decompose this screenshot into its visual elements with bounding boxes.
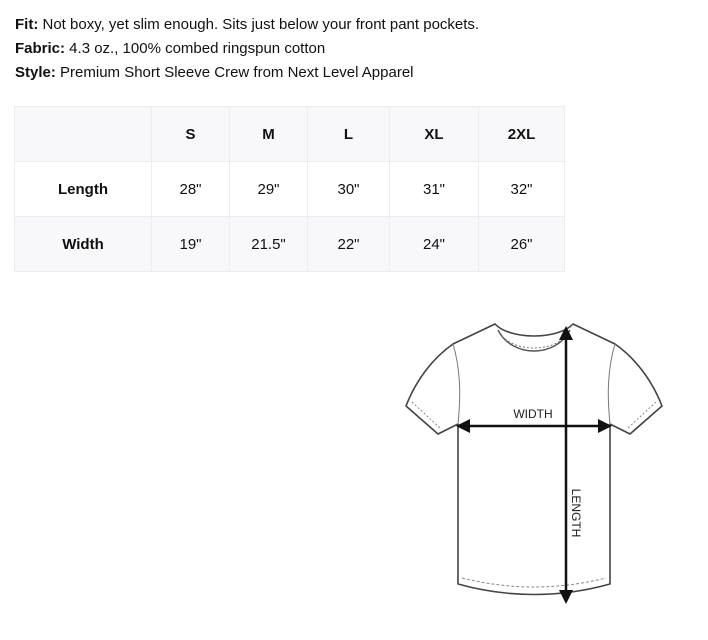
- table-cell: 26": [479, 217, 565, 272]
- size-header-xl: XL: [390, 107, 479, 162]
- size-header-l: L: [308, 107, 390, 162]
- table-cell: 31": [390, 162, 479, 217]
- size-header-2xl: 2XL: [479, 107, 565, 162]
- size-chart-table: [14, 106, 708, 272]
- table-corner-cell: [15, 107, 152, 162]
- table-cell: 21.5": [230, 217, 308, 272]
- length-arrow-bottom-head: [559, 590, 573, 604]
- table-cell: 22": [308, 217, 390, 272]
- spec-fit: [15, 13, 479, 37]
- tshirt-icon: [390, 318, 680, 610]
- size-header-s: S: [152, 107, 230, 162]
- tshirt-outline: [406, 324, 662, 595]
- table-cell: 24": [390, 217, 479, 272]
- spec-fit-text: Not boxy, yet slim enough. Sits just below your front pant pockets.: [38, 16, 480, 33]
- product-specs: [15, 13, 479, 85]
- table-trailing-space: [565, 107, 708, 162]
- table-row: [15, 217, 708, 272]
- table-cell: 28": [152, 162, 230, 217]
- table-cell: 32": [479, 162, 565, 217]
- table-row: [15, 162, 708, 217]
- tshirt-measurement-diagram: [390, 318, 680, 610]
- width-label: WIDTH: [513, 407, 553, 421]
- spec-style-key: Style:: [15, 64, 56, 81]
- spec-fit-key: Fit:: [15, 16, 39, 33]
- table-cell: 19": [152, 217, 230, 272]
- table-trailing-space: [565, 162, 708, 217]
- spec-style: [15, 61, 479, 85]
- spec-fabric-key: Fabric:: [15, 40, 66, 57]
- length-label: LENGTH: [569, 488, 583, 538]
- table-cell: 29": [230, 162, 308, 217]
- spec-style-text: Premium Short Sleeve Crew from Next Level Apparel: [55, 64, 414, 81]
- table-cell: 30": [308, 162, 390, 217]
- spec-fabric: [15, 37, 479, 61]
- table-trailing-space: [565, 217, 708, 272]
- row-label-width: Width: [15, 217, 152, 272]
- table-header-row: [15, 107, 708, 162]
- spec-fabric-text: 4.3 oz., 100% combed ringspun cotton: [65, 40, 326, 57]
- size-header-m: M: [230, 107, 308, 162]
- row-label-length: Length: [15, 162, 152, 217]
